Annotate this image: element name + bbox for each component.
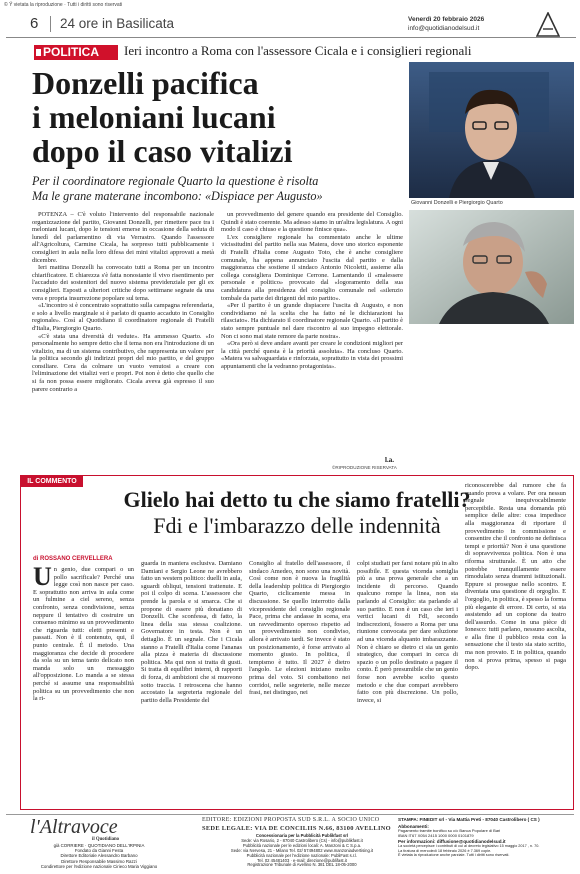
commento-headline-2: Fdi e l'imbarazzo delle indennità [153,513,441,538]
article-paragraph: L'ex consigliere regionale ha commentato anche le ultime vicissitudini del partito nella sua Matera, dove uno storico esponente di Fratelli d'Italia come Augusto Toto, che è anche consigliere comunale, ha appena annunciato l'uscita dal partito e dalla maggioranza che sostiene il sindaco Antonio Nicoletti, assieme alla collega consigliera Dominique Cerrone. Lamentando il «malessere personale e politico» provocato dal «logoramento della sua candidatura alla presidenza del consiglio comunale nel «silenzio tombale da parte dei dirigenti del mio partito». [221,233,403,302]
abbonamenti-line: Pagamento tramite bonifico su c/c Banca Popolare di Bari [398,828,501,833]
abbonamenti-line: IBAN IT67 X054 2415 1000 0000 0101879 [398,832,474,838]
legal-line: È vietata la riproduzione anche parziale. Tutti i diritti sono riservati. [398,853,510,857]
staff-line: Direttore Responsabile Massimo Razzi [61,858,137,864]
article-paragraph: POTENZA – C'è voluto l'intervento del responsabile nazionale organizzazione del partito, Giovanni Donzelli, per rimettere pace tra i meloniani lucani, dopo le tensioni emerse in occasione della seduta di lunedì del parlamentino di via Verrastro. Quando l'assessore all'Agricoltura, Carmine Cicala, ha sorpreso tutti pubblicamente i consiglieri in aula nella loro difesa dei mini vitalizi approvati a metà dicembre. [32,211,214,264]
masthead-logo: l'Altravoce [30,816,118,838]
portrait-photos-image [409,62,574,324]
abbonamenti-title: Abbonamenti: [398,824,429,829]
politics-subhead [32,174,422,204]
politics-kicker: Ieri incontro a Roma con l'assessore Cicala e i consiglieri regionali [124,43,472,58]
masthead-logo-sub: il Quotidiano [92,837,120,842]
commento-text: n genio, due compari o un pollo sacrificale? Perché una legge così non nasce per caso. E soprattutto non arriva in aula come un fulmine a ciel sereno, senza confronto, senza condivisione, senza neppure il tentativo di costruire un consenso minimo su un provvedimento che riguarda tutti: eletti presenti e passati. Non è il contenuto, qui, il punto centrale. È il metodo. Una maggioranza che decide di procedere da sola su un tema tanto delicato non manda solo un messaggio all'opposizione. Lo manda a se stessa perché si assume una responsabilità politica su un provvedimento che non la ri- [33,566,134,703]
ad-line: Sede: via Nervesa, 21 - Milano Tel. 02/ 57494802 www.manzoniadvertising.it [230,847,374,853]
ad-line: Registrazione Tribunale di Avellino N. 381 DEL 18-05-2000 [247,862,357,868]
staff-line: Condirettore per l'edizione nazionale Cirieco Maria Viggiano [40,863,158,869]
advertising-block [212,834,392,868]
ad-line: Concessionaria per la Pubblicità Publikfast srl [255,833,349,838]
staff-line: Fondato da Gianni Festa [74,848,124,854]
ad-line: Pubblicità nazionale per le edizioni locali: A. Manzoni & C S.p.a. [242,842,362,848]
stampa-line: STAMPA: FINEDIT srl - Via Mattia Preti - 87040 Castrolibero ( CS ) [398,817,540,822]
issue-date: Venerdì 20 febbraio 2026 [408,16,485,23]
commento-headline-1: Glielo hai detto tu che siamo fratelli? [123,487,471,512]
ad-line: Pubblicità nazionale per l'edizione nazionale: PubliFast s.r.l. [246,852,358,858]
article-paragraph: «L'incontro si è concentrato soprattutto sulla campagna referendaria, e solo a livello marginale si è parlato di quanto accaduto in Consiglio regionale». Così al Quotidiano il coordinatore regionale di Fratelli d'Italia, Piergiorgio Quarto. [32,302,214,332]
article-paragraph: «Per il partito è un grande dispiacere l'uscita di Augusto, e non condividiamo né la scelta che ha fatto né le dichiarazioni ha rilasciato». Ha dichiarato il coordinatore regionale Quarto. «Il partito è stato sempre puntuale nel dare riscontro al suo impegno elettorale. Non ci sono mai state remore da parte nostra». [221,302,403,340]
legal-line: La società percepisce i contributi di cui al decreto legislativo 15 maggio 2017 , n. 70. [398,844,540,849]
masthead-footer [6,814,574,872]
tag-marker-icon [36,49,41,56]
headline-line-2: i meloniani lucani [32,99,276,135]
masthead-staff [10,843,188,869]
commento-byline: di ROSSANO CERVELLERA [33,556,113,562]
page-header [6,12,576,38]
section-title: 24 ore in Basilicata [60,16,175,31]
editore-line: EDITORE: EDIZIONI PROPOSTA SUD S.R.L. A SOCIO UNICO [202,817,380,823]
photo-group [409,62,574,324]
sede-legale-line: SEDE LEGALE: VIA DE CONCILIIS N.66, 83100 AVELLINO [202,825,391,832]
headline-line-1: Donzelli pacifica [32,65,259,101]
article-signature: l.a. [385,456,394,464]
commento-text: colpi studiati per farsi notare più in alto possibile. E questa vicenda somiglia più a una prova generale che a un incidente di percorso. Quando qualcuno rompe la linea, non sta parlando al Consiglio: sta parlando al suo partito. E non è un caso che ieri i vertici lucani di FdI, secondo indiscrezioni, fossero a Roma per una riunione convocata per dare soluzione ad una vicenda alquanto imbarazzante. Non è chiaro se dietro ci sia un genio strategico, due compari in cerca di spazio o un pollo destinato a pagare il conto. È però presumibile che un genio forse non avrebbe scelto questo metodo e che due compari avrebbero fatto con più discrezione. Un pollo, invece, si [357,560,458,704]
commento-column-4 [357,560,458,704]
contact-line: Per informazioni: diffusione@quotidianodelsud.it [398,839,506,845]
copyright-notice: © Ÿ vietata la riproduzione · Tutti i diritti sono riservati [4,2,123,8]
dropcap: U [33,562,52,591]
commento-column-1 [33,562,134,703]
politics-column-1 [32,211,214,393]
commento-tag: IL COMMENTO [21,476,83,487]
header-email: info@quotidianodelsud.it [408,25,480,32]
commento-text: Consiglio al fratello dell'assessore, il sindaco Amedeo, non sono una novità. Così come non è nuova la fragilità della leadership politica di Piergiorgio Quarto, ciclicamente messa in discussione. Se quello interrotto dalla vicepresidente del consiglio regionale Pace, prima che andasse in scena, era un ravvedimento operoso rispetto ad un provvedimento non condiviso, allora è arrivato tardi. Se invece è stato un posizionamento, è forse arrivato al momento giusto. In politica, il tempismo è tutto. Il 2027 è dietro l'angolo. Le elezioni iniziano molto prima del voto. Si combattono nei corridoi, nelle segreterie, nelle mezze frasi, nei distinguo, nei [249,560,350,697]
ad-line: Sede: via Rosario, 2 - 87040 Castrolibero (Cs) - info@publikfast.it [241,837,363,843]
header-divider [50,16,51,32]
politics-column-2 [221,211,403,370]
politica-tag [34,45,118,60]
subhead-line-2: Ma le grane materane incombono: «Dispiace per Augusto» [32,189,323,203]
article-paragraph: Ieri mattina Donzelli ha convocato tutti a Roma per un incontro chiarificatore. E chiarezza s'è fatta nonostante il vivo risentimento per l'accaduto dei sostenitori del nuovo sistema previdenziale per gli ex consiglieri. Esposti a ulteriori critiche dopo settimane segnate da una vera e propria insurrezione popolare sul tema. [32,264,214,302]
newspaper-logo-icon [536,12,560,37]
ad-line: Tel. 02 45481403 · e-mail: direzione@publifast.it [257,857,347,863]
staff-line: già CORRIERE · QUOTIDIANO DELL'IRPINIA [53,843,145,848]
politica-tag-label: POLITICA [43,45,99,59]
print-info [398,817,574,857]
commento-column-2 [141,560,242,704]
commento-box [20,475,574,810]
subhead-line-1: Per il coordinatore regionale Quarto la questione è risolta [32,174,319,188]
commento-text: riconoscerebbe dal rumore che fa quando prova a volare. Per ora nessun segnale inequivocabilmente percepibile. Resta una domanda più semplice delle altre: cosa impedisce alla maggioranza di riportare il provvedimento in commissione e consentire che il confronto ne definisca tempi e priorità? Non è una questione di sopravvivenza politica. Non è una riforma strutturale. È un atto che potrebbe tranquillamente essere rimodulato senza drammi istituzionali. Eppure si prosegue nello scontro. E diventata una questione di orgoglio. E l'orgoglio, in politica, è spesso la forma più elegante di errore. Di certo, si sta assistendo ad un copione da teatro dell'assurdo. Come in una pièce di Ionesco: tutti parlano, nessuno ascolta, e alla fine il pubblico resta con la sensazione che il testo sia stato scritto, ma non provato. E in politica, quando non si prova prima, spesso si paga dopo. [465,482,566,672]
headline-line-3: dopo il caso vitalizi [32,133,293,169]
commento-column-3 [249,560,350,697]
article-paragraph: «Ora però si deve andare avanti per creare le condizioni migliori per la città perché questa è la priorità assoluta». Ha concluso Quarto. «Matera va salvaguardata e rinforzata, soprattutto in vista dei prossimi appuntamenti che la vedranno protagonista». [221,340,403,370]
staff-line: Direttore Editoriale Alessandro Barbano [60,853,138,859]
photo-caption: Giovanni Donzelli e Piergiorgio Quarto [411,200,503,206]
rights-notice: ©RIPRODUZIONE RISERVATA [332,465,397,470]
legal-line: La tiratura di mercoledì 18 febbraio 2026 è 7.369 copie. [398,848,492,853]
commento-column-5 [465,482,566,672]
page-number: 6 [30,15,39,32]
article-paragraph: un provvedimento del genere quando era presidente del Consiglio. Quindi è stato coerente. Ma adesso siamo in un'altra legislatura. A ogni modo il caso è chiuso e la questione finisce qua». [221,211,403,234]
politics-headline [32,66,422,168]
commento-text: guarda in maniera esclusiva. Damiano Damiani e Sergio Leone ne avrebbero fatto un western politico: duelli in aula, sguardi obliqui, tensioni trattenute. E poi il colpo di scena. L'assessore che prende la parola e si smarca. Che si propone di essere più donatiano di Donzelli. Che sconfessa, di fatto, la linea della sua stessa coalizione. Governatore in testa. Non è un dettaglio. È un segnale. Che i Cicala stanno a Fratelli d'Italia come l'ananas alla pizza è materia di discussione politica. Ma qui non si tratta di gusti. Si tratta di equilibri interni, di rapporti di forza, di ambizioni che si muovono sotto traccia. I retroscena che hanno accostato la segreteria regionale del partito della Presidente del [141,560,242,704]
article-paragraph: «C'è stata una diversità di vedute». Ha ammesso Quarto. «Io personalmente ho sempre detto che il tema non era l'introduzione di un vitalizio, ma di un sistema contributivo, che rappresenta un valore per la politica secondo gli indirizzi propri del mio partito, e del gruppo consiliare. Cera da colmare un vuoto venutosi a creare con l'eliminazione dei vitalizi veri e propri. Poi non è detto che quello che si fa non possa essere migliorato. Cicala aveva già espresso il suo parere contrario a [32,332,214,393]
